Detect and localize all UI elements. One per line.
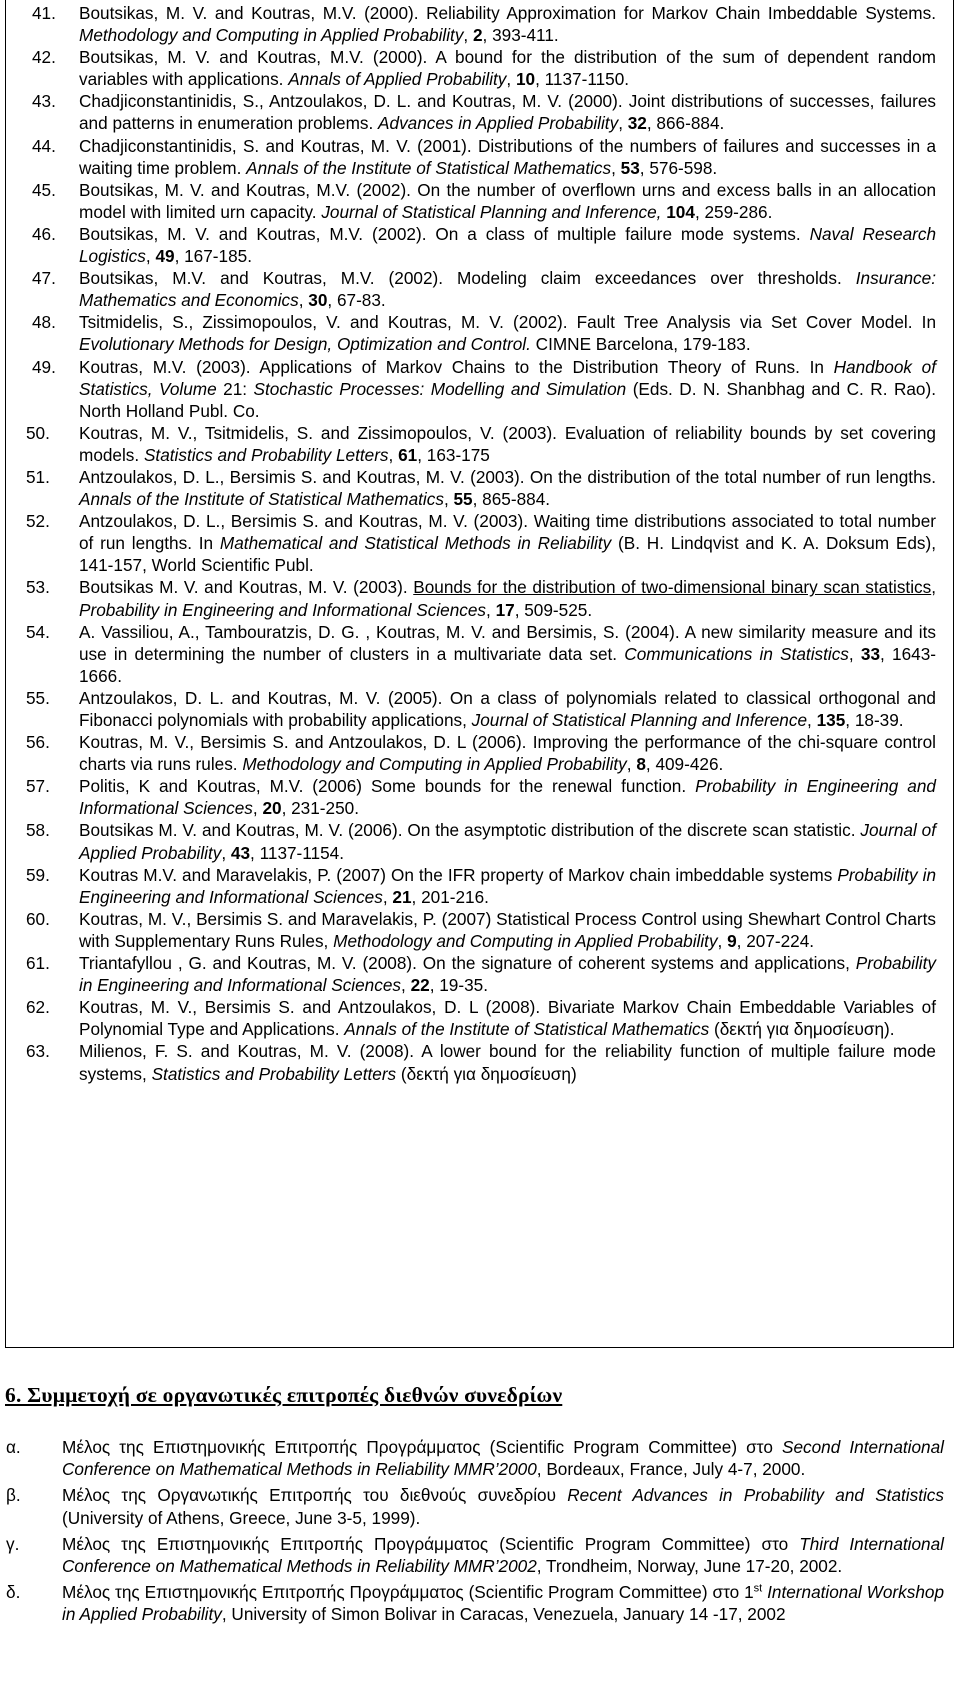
committee-item: α. Μέλος της Επιστημονικής Επιτροπής Προγράμματος (Scientific Program Committee) στο Second International Conference on Mathematical Methods in Reliability MMR’2000, Bordeaux, France, July 4-7, 2000. xyxy=(6,1437,944,1480)
reference-item: 51. Antzoulakos, D. L., Bersimis S. and Koutras, M. V. (2003). On the distribution of the total number of run lengths. Annals of the Institute of Statistical Mathematics, 55, 865-884. xyxy=(26,466,936,510)
reference-item: 55. Antzoulakos, D. L. and Koutras, M. V. (2005). On a class of polynomials related to classical orthogonal and Fibonacci polynomials with probability applications, Journal of Statistical Planning and Inference, 135, 18-39. xyxy=(26,687,936,730)
reference-item: 49. Koutras, M.V. (2003). Applications of Markov Chains to the Distribution Theory of Runs. In Handbook of Statistics, Volume 21: Stochastic Processes: Modelling and Simulation (Eds. D. N. Shanbhag and C. R. Rao). North Holland Publ. Co. xyxy=(32,356,936,421)
committee-list xyxy=(6,1436,950,1630)
reference-item: 44. Chadjiconstantinidis, S. and Koutras, M. V. (2001). Distributions of the numbers of failures and successes in a waiting time problem. Annals of the Institute of Statistical Mathematics, 53, 576-598. xyxy=(32,135,936,178)
underlined-title: Bounds for the distribution of two-dimensional binary scan statistics xyxy=(413,577,932,598)
committee-item: γ. Μέλος της Επιστημονικής Επιτροπής Προγράμματος (Scientific Program Committee) στο Third International Conference on Mathematical Methods in Reliability MMR’2002, Trondheim, Norway, June 17-20, 2002. xyxy=(6,1533,944,1577)
reference-item: 54. A. Vassiliou, A., Tambouratzis, D. G. , Koutras, M. V. and Bersimis, S. (2004). A new similarity measure and its use in determining the number of clusters in a multivariate data set. Communications in Statistics, 33, 1643-1666. xyxy=(26,621,937,686)
reference-item: 41. Boutsikas, M. V. and Koutras, M.V. (2000). Reliability Approximation for Markov Chain Imbeddable Systems. Methodology and Computing in Applied Probability, 2, 393-411. xyxy=(32,3,936,46)
committee-item: β. Μέλος της Οργανωτικής Επιτροπής του διεθνούς συνεδρίου Recent Advances in Probability and Statistics (University of Athens, Greece, June 3-5, 1999). xyxy=(6,1485,944,1528)
reference-item: 59. Koutras M.V. and Maravelakis, P. (2007) On the IFR property of Markov chain imbeddable systems Probability in Engineering and Informational Sciences, 21, 201-216. xyxy=(26,864,937,907)
reference-item: 48. Tsitmidelis, S., Zissimopoulos, V. and Koutras, M. V. (2002). Fault Tree Analysis via Set Cover Model. In Evolutionary Methods for Design, Optimization and Control. CIMNE Barcelona, 179-183. xyxy=(32,312,936,355)
reference-item: 50. Koutras, M. V., Tsitmidelis, S. and Zissimopoulos, V. (2003). Evaluation of reliability bounds by set covering models. Statistics and Probability Letters, 61, 163-175 xyxy=(26,422,936,465)
reference-item: 62. Koutras, M. V., Bersimis S. and Antzoulakos, D. L (2008). Bivariate Markov Chain Embeddable Variables of Polynomial Type and Applications. Annals of the Institute of Statistical Mathematics (δεκτή για δημοσίευση). xyxy=(26,997,936,1040)
reference-item: 63. Milienos, F. S. and Koutras, M. V. (2008). A lower bound for the reliability function of multiple failure mode systems, Statistics and Probability Letters (δεκτή για δημοσίευση) xyxy=(26,1041,936,1084)
reference-item: 58. Boutsikas M. V. and Koutras, M. V. (2006). On the asymptotic distribution of the discrete scan statistic. Journal of Applied Probability, 43, 1137-1154. xyxy=(26,820,936,863)
reference-item: 42. Boutsikas, M. V. and Koutras, M.V. (2000). A bound for the distribution of the sum of dependent random variables with applications. Annals of Applied Probability, 10, 1137-1150. xyxy=(32,47,936,90)
reference-item: 53. Boutsikas M. V. and Koutras, M. V. (2003). Bounds for the distribution of two-dimensional binary scan statistics, Probability in Engineering and Informational Sciences, 17, 509-525. xyxy=(26,577,936,620)
reference-item: 57. Politis, K and Koutras, M.V. (2006) Some bounds for the renewal function. Probability in Engineering and Informational Sciences, 20, 231-250. xyxy=(26,776,936,819)
reference-item: 45. Boutsikas, M. V. and Koutras, M.V. (2002). On the number of overflown urns and excess balls in an allocation model with limited urn capacity. Journal of Statistical Planning and Inference, 104, 259-286. xyxy=(32,179,936,222)
section-heading: 6. Συμμετοχή σε οργανωτικές επιτροπές διεθνών συνεδρίων xyxy=(5,1383,563,1407)
reference-item: 47. Boutsikas, M.V. and Koutras, M.V. (2002). Modeling claim exceedances over thresholds. Insurance: Mathematics and Economics, 30, 67-83. xyxy=(32,268,936,311)
reference-item: 43. Chadjiconstantinidis, S., Antzoulakos, D. L. and Koutras, M. V. (2000). Joint distributions of successes, failures and patterns in enumeration problems. Advances in Applied Probability, 32, 866-884. xyxy=(32,91,936,134)
reference-item: 52. Antzoulakos, D. L., Bersimis S. and Koutras, M. V. (2003). Waiting time distributions associated to total number of run lengths. In Mathematical and Statistical Methods in Reliability (B. H. Lindqvist and K. A. Doksum Eds), 141-157, World Scientific Publ. xyxy=(26,511,936,576)
committee-item: δ. Μέλος της Επιστημονικής Επιτροπής Προγράμματος (Scientific Program Committee) στο 1st International Workshop in Applied Probability, University of Simon Bolivar in Caracas, Venezuela, January 14 -17, 2002 xyxy=(6,1582,945,1625)
reference-item: 46. Boutsikas, M. V. and Koutras, M.V. (2002). On a class of multiple failure mode systems. Naval Research Logistics, 49, 167-185. xyxy=(32,223,936,267)
reference-item: 60. Koutras, M. V., Bersimis S. and Maravelakis, P. (2007) Statistical Process Control using Shewhart Control Charts with Supplementary Runs Rules, Methodology and Computing in Applied Probability, 9, 207-224. xyxy=(26,908,936,951)
reference-item: 61. Triantafyllou , G. and Koutras, M. V. (2008). On the signature of coherent systems and applications, Probability in Engineering and Informational Sciences, 22, 19-35. xyxy=(26,953,936,996)
reference-list xyxy=(6,2,948,1085)
reference-item: 56. Koutras, M. V., Bersimis S. and Antzoulakos, D. L (2006). Improving the performance of the chi-square control charts via runs rules. Methodology and Computing in Applied Probability, 8, 409-426. xyxy=(26,732,936,775)
